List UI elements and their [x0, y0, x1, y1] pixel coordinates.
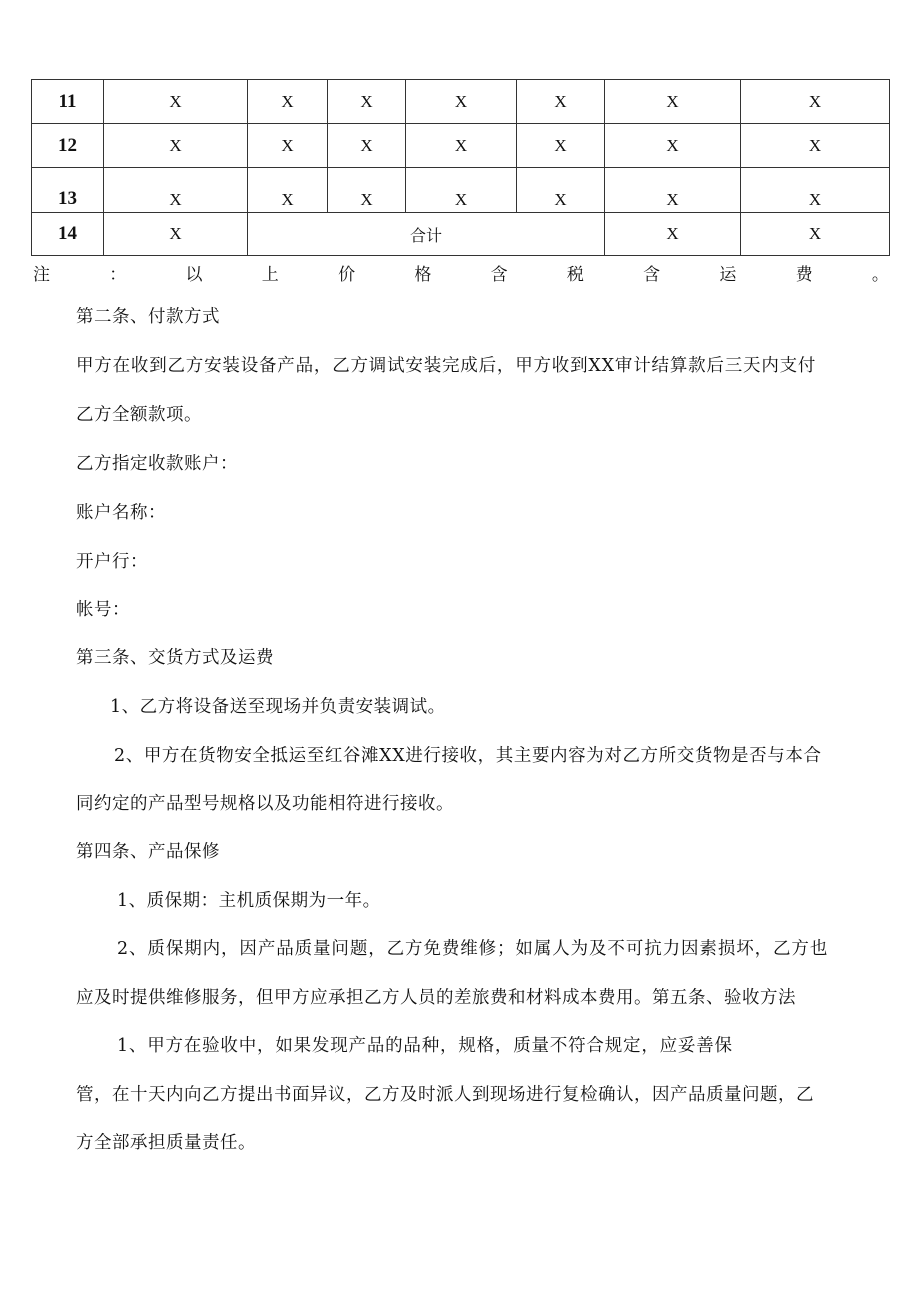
- table-cell: X: [406, 168, 517, 213]
- note-char: 含: [490, 265, 508, 285]
- price-table: [31, 79, 890, 256]
- table-cell: X: [328, 80, 406, 124]
- note-char: 费: [795, 265, 813, 285]
- paragraph-line: 方全部承担质量责任。: [76, 1133, 256, 1153]
- table-cell: X: [741, 168, 890, 213]
- section-heading-warranty: 第四条、产品保修: [76, 842, 220, 862]
- table-cell: X: [328, 124, 406, 168]
- table-cell: X: [248, 168, 328, 213]
- paragraph-line: 2、甲方在货物安全抵运至红谷滩XX进行接收，其主要内容为对乙方所交货物是否与本合: [114, 746, 822, 766]
- note-char: 。: [871, 265, 889, 285]
- account-name-label: 账户名称：: [76, 503, 166, 523]
- account-number-label: 帐号：: [76, 600, 130, 620]
- paragraph-line: 乙方全额款项。: [76, 405, 202, 425]
- row-number: 13: [32, 168, 104, 213]
- table-cell: X: [248, 124, 328, 168]
- table-row: [32, 80, 890, 124]
- paragraph-line: 2、质保期内，因产品质量问题，乙方免费维修；如属人为及不可抗力因素损坏，乙方也: [117, 939, 829, 959]
- note-char: 注: [33, 265, 50, 285]
- table-cell: X: [406, 80, 517, 124]
- table-cell: X: [104, 124, 248, 168]
- table-cell: X: [741, 213, 890, 256]
- paragraph-line: 1、质保期：主机质保期为一年。: [117, 891, 381, 911]
- price-note: [33, 260, 889, 285]
- bank-label: 开户行：: [76, 552, 148, 572]
- table-cell: X: [605, 213, 741, 256]
- note-char: 运: [719, 265, 737, 285]
- note-char: ：: [109, 265, 127, 285]
- note-char: 含: [643, 265, 661, 285]
- table-cell: X: [517, 80, 605, 124]
- table-row: [32, 168, 890, 213]
- note-char: 上: [261, 265, 279, 285]
- table-cell: X: [104, 213, 248, 256]
- paragraph-line: 1、乙方将设备送至现场并负责安装调试。: [110, 697, 446, 717]
- table-cell: X: [406, 124, 517, 168]
- paragraph-line: 同约定的产品型号规格以及功能相符进行接收。: [76, 794, 454, 814]
- table-cell: X: [104, 168, 248, 213]
- paragraph-line: 应及时提供维修服务，但甲方应承担乙方人员的差旅费和材料成本费用。第五条、验收方法: [76, 988, 796, 1008]
- total-label: 合计: [248, 213, 605, 256]
- section-heading-delivery: 第三条、交货方式及运费: [76, 648, 274, 668]
- table-cell: X: [741, 80, 890, 124]
- paragraph-line: 甲方在收到乙方安装设备产品，乙方调试安装完成后，甲方收到XX审计结算款后三天内支付: [76, 356, 817, 376]
- table-cell: X: [741, 124, 890, 168]
- table-cell: X: [605, 124, 741, 168]
- row-number: 14: [32, 213, 104, 256]
- table-cell: X: [605, 80, 741, 124]
- table-row: [32, 124, 890, 168]
- table-cell: X: [328, 168, 406, 213]
- table-cell: X: [605, 168, 741, 213]
- table-cell: X: [517, 168, 605, 213]
- table-row-total: [32, 213, 890, 256]
- table-cell: X: [248, 80, 328, 124]
- paragraph-line: 乙方指定收款账户：: [76, 454, 238, 474]
- table-cell: X: [517, 124, 605, 168]
- row-number: 11: [32, 80, 104, 124]
- note-char: 以: [185, 265, 203, 285]
- row-number: 12: [32, 124, 104, 168]
- note-char: 税: [566, 265, 584, 285]
- paragraph-line: 1、甲方在验收中，如果发现产品的品种，规格，质量不符合规定，应妥善保: [117, 1036, 733, 1056]
- note-char: 价: [338, 265, 356, 285]
- section-heading-payment: 第二条、付款方式: [76, 307, 220, 327]
- note-char: 格: [414, 265, 432, 285]
- paragraph-line: 管，在十天内向乙方提出书面异议，乙方及时派人到现场进行复检确认，因产品质量问题，乙: [76, 1085, 814, 1105]
- table-cell: X: [104, 80, 248, 124]
